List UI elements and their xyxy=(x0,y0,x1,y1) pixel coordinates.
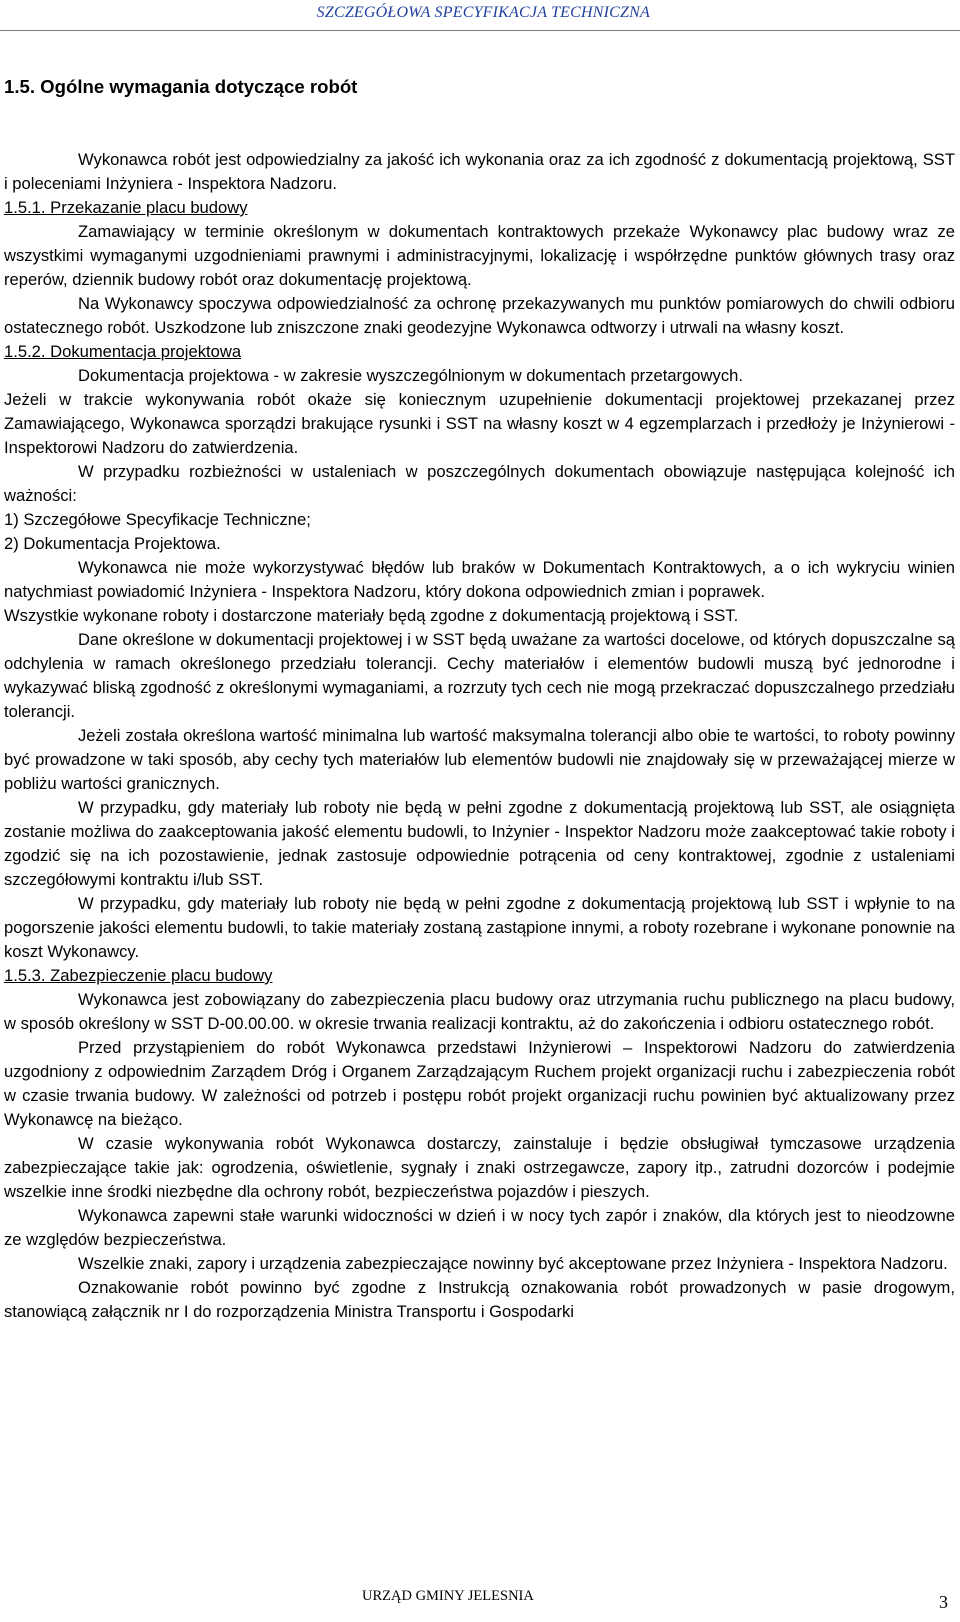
paragraph: W przypadku, gdy materiały lub roboty nie będą w pełni zgodne z dokumentacją projektową lub SST, ale osiągnięta zostanie możliwa do zaakceptowania jakość elementu budowli, to Inżynier - Inspektor Nadzoru może zaakceptować takie roboty i zgodzić się na ich pozostawienie, jednak zastosuje odpowiednie potrącenia od ceny kontraktowej, zgodnie z ustaleniami szczegółowymi kontraktu i/lub SST. xyxy=(4,798,955,889)
document-body xyxy=(4,148,955,1324)
subsection-title-1-text: 1.5.1. Przekazanie placu budowy xyxy=(4,198,248,217)
section-title: 1.5. Ogólne wymagania dotyczące robót xyxy=(4,76,358,97)
subsection-title-3 xyxy=(4,964,955,988)
paragraph-intro: Wykonawca robót jest odpowiedzialny za jakość ich wykonania oraz za ich zgodność z dokumentacją projektową, SST i poleceniami Inżyniera - Inspektora Nadzoru. xyxy=(4,150,955,193)
paragraph: Wykonawca zapewni stałe warunki widoczności w dzień i w nocy tych zapór i znaków, dla których jest to nieodzowne ze względów bezpieczeństwa. xyxy=(4,1206,955,1249)
paragraph: Wszystkie wykonane roboty i dostarczone materiały będą zgodne z dokumentacją projektową i SST. xyxy=(4,606,739,625)
paragraph: W przypadku rozbieżności w ustaleniach w poszczególnych dokumentach obowiązuje następująca kolejność ich ważności: xyxy=(4,462,955,505)
header-rule xyxy=(0,30,960,31)
subsection-title-2 xyxy=(4,340,955,364)
paragraph: Wykonawca nie może wykorzystywać błędów lub braków w Dokumentach Kontraktowych, a o ich wykryciu winien natychmiast powiadomić Inżyniera - Inspektora Nadzoru, który dokona odpowiednich zmian i poprawek. xyxy=(4,558,955,601)
paragraph: Na Wykonawcy spoczywa odpowiedzialność za ochronę przekazywanych mu punktów pomiarowych do chwili odbioru ostatecznego robót. Uszkodzone lub zniszczone znaki geodezyjne Wykonawca odtworzy i utrwali na własny koszt. xyxy=(4,294,955,337)
paragraph: Wszelkie znaki, zapory i urządzenia zabezpieczające nowinny być akceptowane przez Inżyniera - Inspektora Nadzoru. xyxy=(78,1254,948,1273)
paragraph: Dane określone w dokumentacji projektowej i w SST będą uważane za wartości docelowe, od których dopuszczalne są odchylenia w ramach określonego przedziału tolerancji. Cechy materiałów i elementów budowli muszą być jednorodne i wykazywać bliską zgodność z określonymi wymaganiami, a rozrzuty tych cech nie mogą przekraczać dopuszczalnego przedziału tolerancji. xyxy=(4,630,955,721)
subsection-title-1 xyxy=(4,196,955,220)
paragraph: Dokumentacja projektowa - w zakresie wyszczególnionym w dokumentach przetargowych. xyxy=(78,366,743,385)
running-header: SZCZEGÓŁOWA SPECYFIKACJA TECHNICZNA xyxy=(316,4,650,21)
paragraph: Jeżeli w trakcie wykonywania robót okaże się koniecznym uzupełnienie dokumentacji projektowej przekazanej przez Zamawiającego, Wykonawca sporządzi brakujące rysunki i SST na własny koszt w 4 egzemplarzach i przedłoży je Inżynierowi - Inspektorowi Nadzoru do zatwierdzenia. xyxy=(4,390,955,457)
paragraph: Oznakowanie robót powinno być zgodne z Instrukcją oznakowania robót prowadzonych w pasie drogowym, stanowiącą załącznik nr I do rozporządzenia Ministra Transportu i Gospodarki xyxy=(4,1278,955,1321)
list-item: 1) Szczegółowe Specyfikacje Techniczne; xyxy=(4,510,311,529)
paragraph: Jeżeli została określona wartość minimalna lub wartość maksymalna tolerancji albo obie te wartości, to roboty powinny być prowadzone w taki sposób, aby cechy tych materiałów lub elementów budowli nie znajdowały się w przeważającej mierze w pobliżu wartości granicznych. xyxy=(4,726,955,793)
paragraph: Przed przystąpieniem do robót Wykonawca przedstawi Inżynierowi – Inspektorowi Nadzoru do zatwierdzenia uzgodniony z odpowiednim Zarządem Dróg i Organem Zarządzającym Ruchem projekt organizacji ruchu i zabezpieczenia robót w czasie trwania budowy. W zależności od potrzeb i postępu robót projekt organizacji ruchu powinien być aktualizowany przez Wykonawcę na bieżąco. xyxy=(4,1038,955,1129)
paragraph: Wykonawca jest zobowiązany do zabezpieczenia placu budowy oraz utrzymania ruchu publicznego na placu budowy, w sposób określony w SST D-00.00.00. w okresie trwania realizacji kontraktu, aż do zakończenia i odbioru ostatecznego robót. xyxy=(4,990,955,1033)
list-item: 2) Dokumentacja Projektowa. xyxy=(4,534,221,553)
paragraph: W przypadku, gdy materiały lub roboty nie będą w pełni zgodne z dokumentacją projektową lub SST i wpłynie to na pogorszenie jakości elementu budowli, to takie materiały zostaną zastąpione innymi, a roboty rozebrane i wykonane ponownie na koszt Wykonawcy. xyxy=(4,894,955,961)
footer-label: URZĄD GMINY JELESNIA xyxy=(362,1588,534,1604)
paragraph: W czasie wykonywania robót Wykonawca dostarczy, zainstaluje i będzie obsługiwał tymczasowe urządzenia zabezpieczające takie jak: ogrodzenia, oświetlenie, sygnały i znaki ostrzegawcze, zapory itp., zatrudni dozorców i podejmie wszelkie inne środki niezbędne dla ochrony robót, bezpieczeństwa pojazdów i pieszych. xyxy=(4,1134,955,1201)
page-number: 3 xyxy=(939,1592,948,1612)
subsection-title-3-text: 1.5.3. Zabezpieczenie placu budowy xyxy=(4,966,273,985)
subsection-title-2-text: 1.5.2. Dokumentacja projektowa xyxy=(4,342,242,361)
paragraph: Zamawiający w terminie określonym w dokumentach kontraktowych przekaże Wykonawcy plac budowy wraz ze wszystkimi wymaganymi uzgodnieniami prawnymi i administracyjnymi, lokalizację i współrzędne punktów głównych trasy oraz reperów, dziennik budowy robót oraz dokumentację projektową. xyxy=(4,222,955,289)
